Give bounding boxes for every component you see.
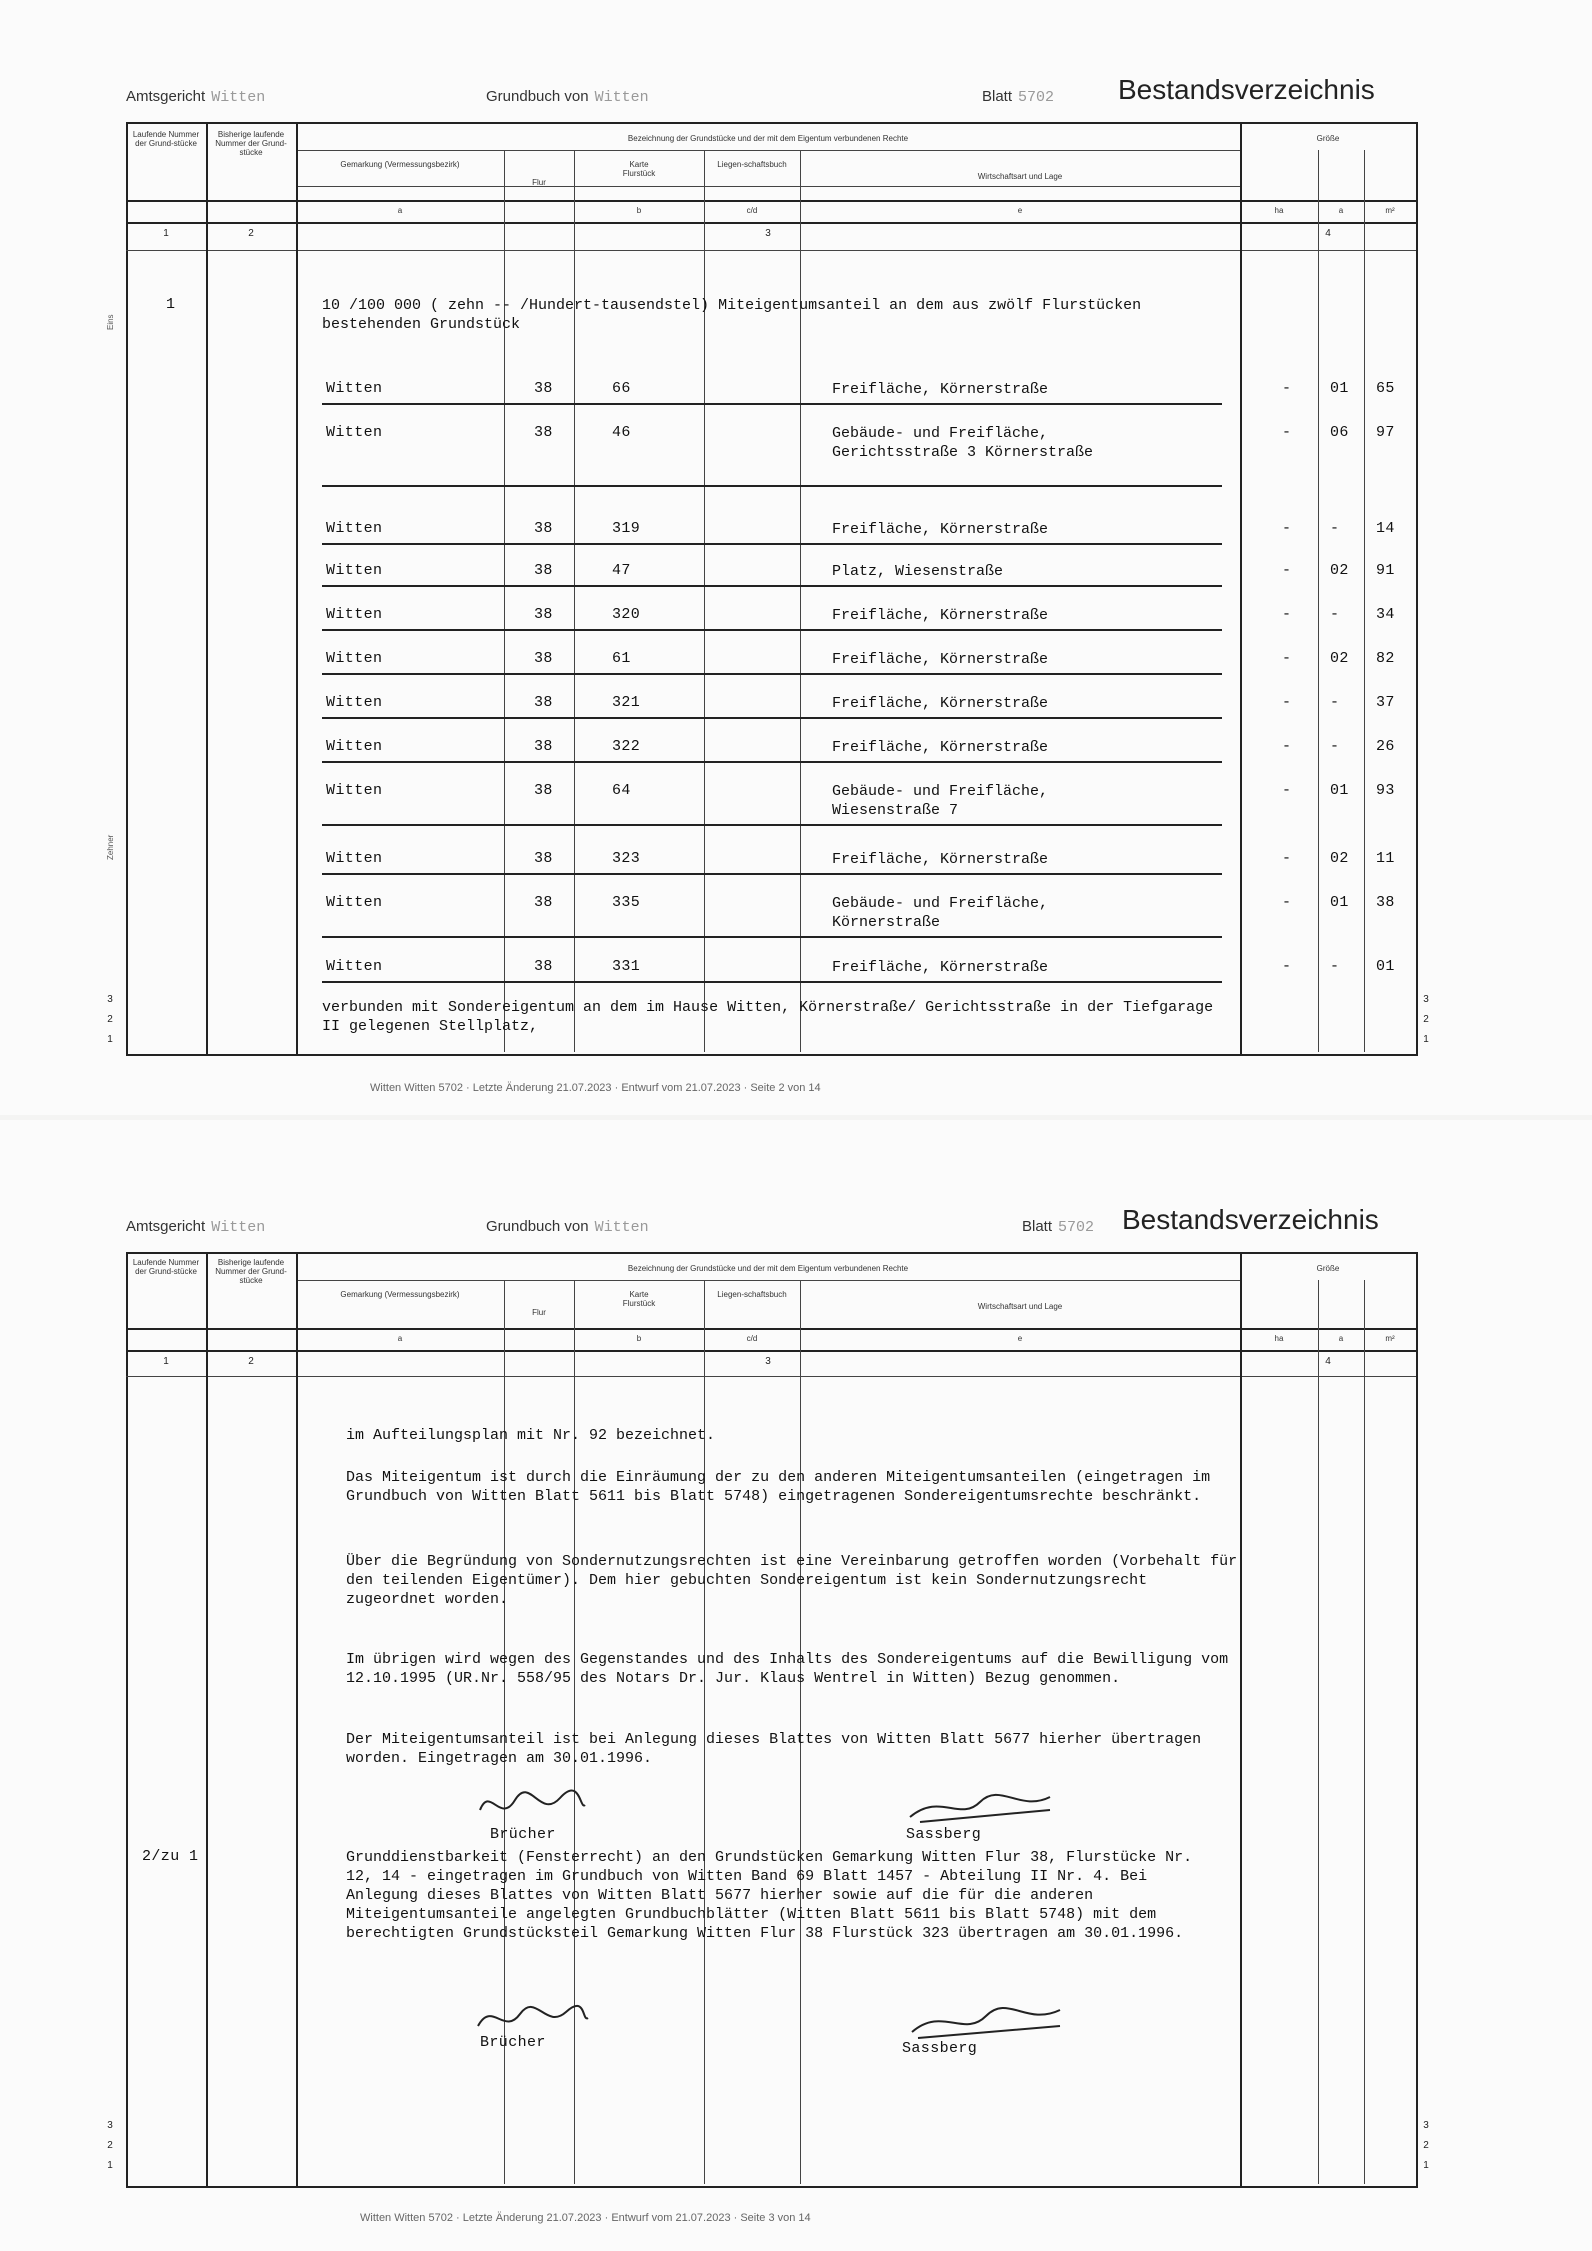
row-underline <box>322 403 1222 405</box>
row-underline <box>322 761 1222 763</box>
col-m2-2: m² <box>1385 1334 1395 1343</box>
row-ha: - <box>1282 738 1292 755</box>
row-gemarkung: Witten <box>326 606 383 623</box>
row-flurstueck: 66 <box>612 380 631 397</box>
signature-name-right-2: Sassberg <box>902 2040 978 2057</box>
col-lfd-nr-2: Laufende Nummer der Grund-stücke <box>132 1258 200 1276</box>
row-gemarkung: Witten <box>326 520 383 537</box>
row-gemarkung: Witten <box>326 424 383 441</box>
row-gemarkung: Witten <box>326 850 383 867</box>
row-a: - <box>1330 520 1340 537</box>
row-m2: 01 <box>1376 958 1395 975</box>
row-a: - <box>1330 738 1340 755</box>
row-underline <box>322 873 1222 875</box>
page-1 <box>0 0 1592 1115</box>
margin-digit-left-3: 3 <box>107 994 113 1005</box>
margin-digit-right-3: 3 <box>1423 994 1429 1005</box>
page-2 <box>0 1120 1592 2251</box>
margin-digit-left-1: 1 <box>107 1034 113 1045</box>
margin-digit-right-2-p2: 2 <box>1423 2140 1429 2151</box>
margin-digit-left-2: 2 <box>107 1014 113 1025</box>
col-karte-2: Karte Flurstück <box>622 1290 656 1308</box>
col-flur-2: Flur <box>532 1308 546 1317</box>
row-a: 01 <box>1330 380 1349 397</box>
text-miteigentum: Das Miteigentum ist durch die Einräumung der zu den anderen Miteigentumsanteilen (eingetragen im Grundbuch von Witten Blatt 5611 bis Blatt 5748) eingetragenen Sondereigentumsrechte beschränkt. <box>346 1469 1211 1505</box>
page-title: Bestandsverzeichnis <box>1118 74 1375 105</box>
row-flurstueck: 335 <box>612 894 641 911</box>
col-karte: Karte Flurstück <box>622 160 656 178</box>
row-underline <box>322 936 1222 938</box>
row-flur: 38 <box>534 380 553 397</box>
row-m2: 26 <box>1376 738 1395 755</box>
col-bisherige: Bisherige laufende Nummer der Grund-stücke <box>215 130 287 157</box>
row-gemarkung: Witten <box>326 782 383 799</box>
row-m2: 34 <box>1376 606 1395 623</box>
ref-2-zu-1: 2/zu 1 <box>142 1848 199 1865</box>
col-gemarkung: Gemarkung (Vermessungsbezirk) <box>340 160 460 169</box>
col-num-3: 3 <box>765 228 771 239</box>
row-flurstueck: 320 <box>612 606 641 623</box>
col-wirtschaftsart-2: Wirtschaftsart und Lage <box>977 1302 1063 1311</box>
row-gemarkung: Witten <box>326 958 383 975</box>
row-lage: Freifläche, Körnerstraße <box>832 651 1049 668</box>
row-underline <box>322 585 1222 587</box>
signature-right-1 <box>900 1782 1060 1832</box>
row-m2: 38 <box>1376 894 1395 911</box>
row-underline <box>322 717 1222 719</box>
col-liegenschaftsbuch: Liegen-schaftsbuch <box>717 160 787 169</box>
row-gemarkung: Witten <box>326 562 383 579</box>
row-flurstueck: 321 <box>612 694 641 711</box>
grundbuch-2: Grundbuch von Witten <box>486 1218 649 1236</box>
signature-name-left-1: Brücher <box>490 1826 556 1843</box>
row-a: - <box>1330 958 1340 975</box>
row-flur: 38 <box>534 694 553 711</box>
row-a: - <box>1330 606 1340 623</box>
row-flurstueck: 61 <box>612 650 631 667</box>
row-m2: 97 <box>1376 424 1395 441</box>
col-num-4-2: 4 <box>1325 1356 1331 1367</box>
row-m2: 82 <box>1376 650 1395 667</box>
closing-text: verbunden mit Sondereigentum an dem im Hause Witten, Körnerstraße/ Gerichtsstraße in der Tiefgarage II gelegenen Stellplatz, <box>322 999 1214 1035</box>
row-flur: 38 <box>534 958 553 975</box>
signature-left-1 <box>470 1780 590 1830</box>
intro-text: 10 /100 000 ( zehn -- /Hundert-tausendstel) Miteigentumsanteil an dem aus zwölf Flurstücken bestehenden Grundstück <box>322 297 1142 333</box>
margin-digit-right-1-p2: 1 <box>1423 2160 1429 2171</box>
col-bezeichnung: Bezeichnung der Grundstücke und der mit dem Eigentum verbundenen Rechte <box>627 134 909 143</box>
row-flurstueck: 331 <box>612 958 641 975</box>
register-table-2 <box>126 1252 1418 2188</box>
col-letter-b: b <box>636 206 642 215</box>
col-letter-cd: c/d <box>746 206 758 215</box>
row-ha: - <box>1282 424 1292 441</box>
row-a: 01 <box>1330 782 1349 799</box>
row-flur: 38 <box>534 606 553 623</box>
row-flur: 38 <box>534 424 553 441</box>
row-lage: Freifläche, Körnerstraße <box>832 607 1049 624</box>
row-flur: 38 <box>534 520 553 537</box>
col-flur: Flur <box>532 178 546 187</box>
col-a: a <box>1338 206 1344 215</box>
row-flurstueck: 47 <box>612 562 631 579</box>
row-flurstueck: 319 <box>612 520 641 537</box>
row-gemarkung: Witten <box>326 380 383 397</box>
col-num-2: 2 <box>248 228 254 239</box>
col-m2: m² <box>1385 206 1395 215</box>
row-flur: 38 <box>534 894 553 911</box>
row-lage: Freifläche, Körnerstraße <box>832 695 1049 712</box>
row-a: 02 <box>1330 850 1349 867</box>
col-ha-2: ha <box>1274 1334 1284 1343</box>
col-bezeichnung-2: Bezeichnung der Grundstücke und der mit dem Eigentum verbundenen Rechte <box>627 1264 909 1273</box>
margin-digit-left-1-p2: 1 <box>107 2160 113 2171</box>
row-m2: 93 <box>1376 782 1395 799</box>
row-flurstueck: 46 <box>612 424 631 441</box>
row-underline <box>322 981 1222 983</box>
row-m2: 91 <box>1376 562 1395 579</box>
col-letter-b-2: b <box>636 1334 642 1343</box>
row-m2: 14 <box>1376 520 1395 537</box>
row-ha: - <box>1282 850 1292 867</box>
col-ha: ha <box>1274 206 1284 215</box>
row-flur: 38 <box>534 562 553 579</box>
col-wirtschaftsart: Wirtschaftsart und Lage <box>977 172 1063 181</box>
row-ha: - <box>1282 606 1292 623</box>
row-ha: - <box>1282 562 1292 579</box>
margin-digit-left-3-p2: 3 <box>107 2120 113 2131</box>
row-ha: - <box>1282 650 1292 667</box>
lfd-nr-1: 1 <box>166 296 176 313</box>
row-lage: Platz, Wiesenstraße <box>832 563 1004 580</box>
signature-name-right-1: Sassberg <box>906 1826 982 1843</box>
signature-right-2 <box>900 1996 1070 2046</box>
col-num-2-2: 2 <box>248 1356 254 1367</box>
col-bisherige-2: Bisherige laufende Nummer der Grund-stücke <box>215 1258 287 1285</box>
row-gemarkung: Witten <box>326 894 383 911</box>
row-flurstueck: 64 <box>612 782 631 799</box>
row-lage: Gebäude- und Freifläche, Körnerstraße <box>832 895 1049 931</box>
row-underline <box>322 485 1222 487</box>
row-ha: - <box>1282 958 1292 975</box>
row-lage: Freifläche, Körnerstraße <box>832 959 1049 976</box>
row-gemarkung: Witten <box>326 694 383 711</box>
page-1-footer: Witten Witten 5702 · Letzte Änderung 21.07.2023 · Entwurf vom 21.07.2023 · Seite 2 von 14 <box>370 1082 821 1094</box>
row-m2: 37 <box>1376 694 1395 711</box>
col-letter-a-2: a <box>397 1334 403 1343</box>
row-a: 02 <box>1330 562 1349 579</box>
row-lage: Freifläche, Körnerstraße <box>832 521 1049 538</box>
row-a: 02 <box>1330 650 1349 667</box>
col-num-1-2: 1 <box>163 1356 169 1367</box>
row-underline <box>322 673 1222 675</box>
margin-digit-left-2-p2: 2 <box>107 2140 113 2151</box>
col-num-4: 4 <box>1325 228 1331 239</box>
margin-digit-right-2: 2 <box>1423 1014 1429 1025</box>
col-gemarkung-2: Gemarkung (Vermessungsbezirk) <box>340 1290 460 1299</box>
blatt: Blatt 5702 <box>982 88 1055 106</box>
col-liegenschaftsbuch-2: Liegen-schaftsbuch <box>717 1290 787 1299</box>
col-letter-e-2: e <box>1017 1334 1023 1343</box>
row-underline <box>322 629 1222 631</box>
row-flurstueck: 323 <box>612 850 641 867</box>
row-flurstueck: 322 <box>612 738 641 755</box>
row-underline <box>322 543 1222 545</box>
row-a: 06 <box>1330 424 1349 441</box>
text-aufteilungsplan: im Aufteilungsplan mit Nr. 92 bezeichnet. <box>346 1427 716 1444</box>
col-groesse-2: Größe <box>1316 1264 1340 1273</box>
row-m2: 65 <box>1376 380 1395 397</box>
row-lage: Freifläche, Körnerstraße <box>832 381 1049 398</box>
row-gemarkung: Witten <box>326 650 383 667</box>
text-anlegung: Der Miteigentumsanteil ist bei Anlegung dieses Blattes von Witten Blatt 5677 hierher übertragen worden. Eingetragen am 30.01.1996. <box>346 1731 1202 1767</box>
row-flur: 38 <box>534 650 553 667</box>
side-label-eins: Eins <box>106 314 115 330</box>
page-2-footer: Witten Witten 5702 · Letzte Änderung 21.07.2023 · Entwurf vom 21.07.2023 · Seite 3 von 14 <box>360 2212 811 2224</box>
col-lfd-nr: Laufende Nummer der Grund-stücke <box>132 130 200 148</box>
text-sondernutzung: Über die Begründung von Sondernutzungsrechten ist eine Vereinbarung getroffen worden (Vorbehalt für den teilenden Eigentümer). Dem hier gebuchten Sondereigentum ist kein Sondernutzungsrecht zugeordnet worden. <box>346 1553 1238 1608</box>
row-ha: - <box>1282 782 1292 799</box>
col-num-1: 1 <box>163 228 169 239</box>
row-a: - <box>1330 694 1340 711</box>
row-flur: 38 <box>534 782 553 799</box>
row-ha: - <box>1282 694 1292 711</box>
col-num-3-2: 3 <box>765 1356 771 1367</box>
row-ha: - <box>1282 520 1292 537</box>
amtsgericht: Amtsgericht Witten <box>126 88 266 106</box>
blatt-2: Blatt 5702 <box>1022 1218 1095 1236</box>
side-label-zehner: Zehner <box>106 834 115 860</box>
col-letter-cd-2: c/d <box>746 1334 758 1343</box>
text-grunddienstbarkeit: Grunddienstbarkeit (Fensterrecht) an den Grundstücken Gemarkung Witten Flur 38, Flurstücke Nr. 12, 14 - eingetragen im Grundbuch von Witten Band 69 Blatt 1457 - Abteilung II Nr. 4. Bei Anlegung dieses Blattes von Witten Blatt 5677 hierher sowie auf die für die anderen Miteigentumsanteile angelegten Grundbuchblätter (Witten Blatt 5611 bis Blatt 5748) mit dem berechtigten Grundstücksteil Gemarkung Witten Flur 38 Flurstück 323 übertragen am 30.01.1996. <box>346 1849 1193 1942</box>
col-a-2: a <box>1338 1334 1344 1343</box>
row-lage: Gebäude- und Freifläche, Wiesenstraße 7 <box>832 783 1049 819</box>
row-ha: - <box>1282 380 1292 397</box>
row-a: 01 <box>1330 894 1349 911</box>
col-letter-e: e <box>1017 206 1023 215</box>
col-letter-a: a <box>397 206 403 215</box>
row-flur: 38 <box>534 850 553 867</box>
row-lage: Freifläche, Körnerstraße <box>832 739 1049 756</box>
row-gemarkung: Witten <box>326 738 383 755</box>
row-m2: 11 <box>1376 850 1395 867</box>
register-table <box>126 122 1418 1056</box>
amtsgericht-2: Amtsgericht Witten <box>126 1218 266 1236</box>
row-ha: - <box>1282 894 1292 911</box>
grundbuch: Grundbuch von Witten <box>486 88 649 106</box>
row-underline <box>322 824 1222 826</box>
row-lage: Gebäude- und Freifläche, Gerichtsstraße 3 Körnerstraße <box>832 425 1094 461</box>
page-title-2: Bestandsverzeichnis <box>1122 1204 1379 1235</box>
col-groesse: Größe <box>1316 134 1340 143</box>
signature-name-left-2: Brücher <box>480 2034 546 2051</box>
text-bewilligung: Im übrigen wird wegen des Gegenstandes und des Inhalts des Sondereigentums auf die Bewilligung vom 12.10.1995 (UR.Nr. 558/95 des Notars Dr. Jur. Klaus Wentrel in Witten) Bezug genommen. <box>346 1651 1229 1687</box>
margin-digit-right-3-p2: 3 <box>1423 2120 1429 2131</box>
row-flur: 38 <box>534 738 553 755</box>
row-lage: Freifläche, Körnerstraße <box>832 851 1049 868</box>
margin-digit-right-1: 1 <box>1423 1034 1429 1045</box>
